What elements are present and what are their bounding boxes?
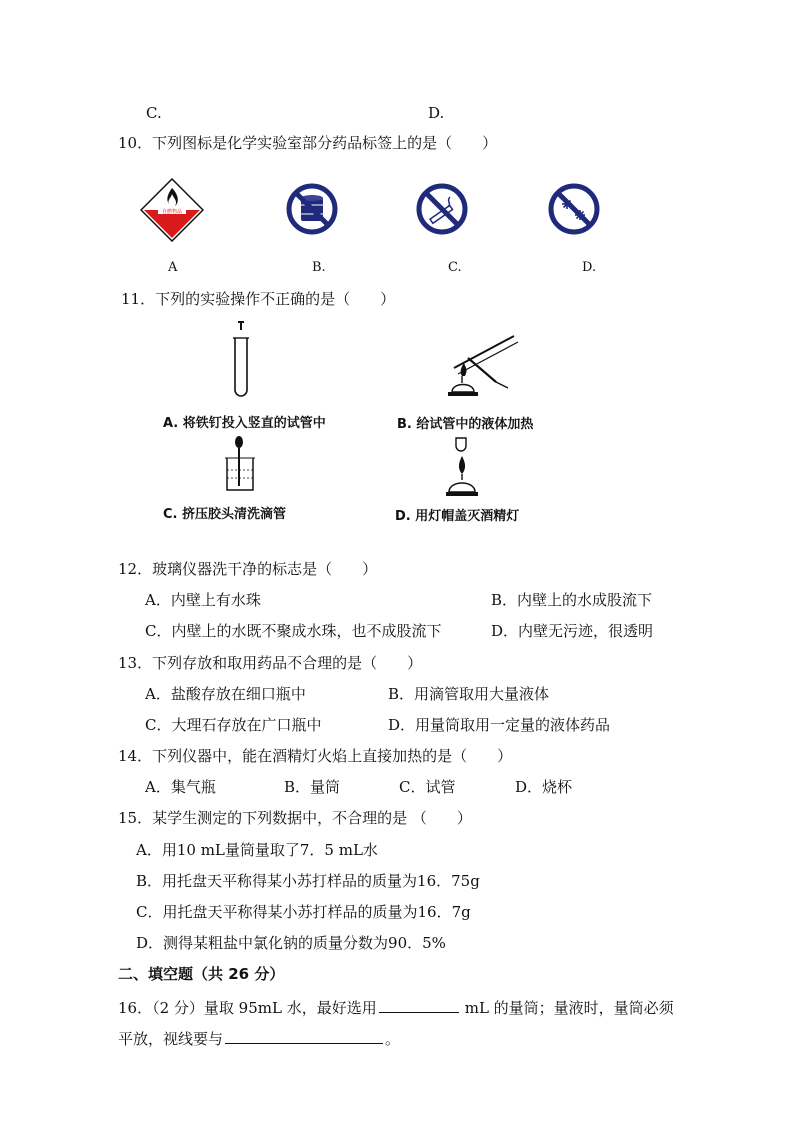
q13-stem: 13．下列存放和取用药品不合理的是（ ） [118,654,423,672]
q15-option-b: B．用托盘天平称得某小苏打样品的质量为16．75g [136,872,480,890]
q13-option-a: A．盐酸存放在细口瓶中 [145,685,306,703]
no-snow-icon [548,183,600,235]
q13-option-b: B．用滴管取用大量液体 [388,685,550,703]
spontaneous-combustion-diamond-icon [140,178,204,242]
q14-option-b: B．量筒 [284,778,341,796]
q10-label-b: B. [312,260,326,275]
heating-test-tube-figure [440,326,522,402]
q14-stem: 14．下列仪器中，能在酒精灯火焰上直接加热的是（ ） [118,747,513,765]
q9-option-d: D. [428,104,445,122]
q12-option-c: C．内壁上的水既不聚成水珠，也不成股流下 [145,622,442,640]
dropper-beaker-figure [224,434,258,494]
no-drum-icon [286,183,338,235]
q10-label-a: A [168,260,178,275]
q12-option-d: D．内壁无污迹，很透明 [491,622,654,640]
q11-stem: 11．下列的实验操作不正确的是（ ） [121,290,396,308]
q16-blank-2[interactable] [225,1028,383,1044]
diamond-label-text: 自燃物品 [161,209,183,215]
q15-stem: 15．某学生测定的下列数据中，不合理的是 （ ） [118,809,472,827]
q13-option-c: C．大理石存放在广口瓶中 [145,716,322,734]
q9-option-c: C. [146,104,162,122]
test-tube-nail-figure [226,318,256,400]
q16-line-2 [118,1028,400,1048]
q13-option-d: D．用量筒取用一定量的液体药品 [388,716,611,734]
q16-text-2a: 平放，视线要与 [118,1030,224,1048]
q10-label-d: D. [582,260,597,275]
q14-option-d: D．烧杯 [515,778,573,796]
q15-option-c: C．用托盘天平称得某小苏打样品的质量为16．7g [136,903,471,921]
q16-text-2b: 。 [385,1030,401,1048]
q16-blank-1[interactable] [379,997,459,1013]
alcohol-lamp-cap-figure [444,436,480,498]
q16-text-1b: mL 的量筒；量液时，量筒必须 [464,999,674,1017]
q16-text-1a: 16．（2 分）量取 95mL 水，最好选用 [118,999,377,1017]
section-title-fill-in: 二、填空题（共 26 分） [118,965,285,983]
q14-option-c: C．试管 [399,778,456,796]
q11-caption-c: C. 挤压胶头清洗滴管 [163,507,287,522]
q14-option-a: A．集气瓶 [145,778,216,796]
q10-stem: 10．下列图标是化学实验室部分药品标签上的是（ ） [118,134,498,152]
q11-caption-d: D. 用灯帽盖灭酒精灯 [395,509,520,524]
q15-option-d: D．测得某粗盐中氯化钠的质量分数为90．5% [136,934,446,952]
no-smoking-icon [416,183,468,235]
q12-option-a: A．内壁上有水珠 [145,591,261,609]
q16-line-1 [118,997,674,1017]
q11-caption-a: A. 将铁钉投入竖直的试管中 [163,416,326,431]
q15-option-a: A．用10 mL量筒量取了7．5 mL水 [136,841,378,859]
q10-label-c: C. [448,260,462,275]
q12-option-b: B．内壁上的水成股流下 [491,591,653,609]
q12-stem: 12．玻璃仪器洗干净的标志是（ ） [118,560,378,578]
q11-caption-b: B. 给试管中的液体加热 [397,417,534,432]
